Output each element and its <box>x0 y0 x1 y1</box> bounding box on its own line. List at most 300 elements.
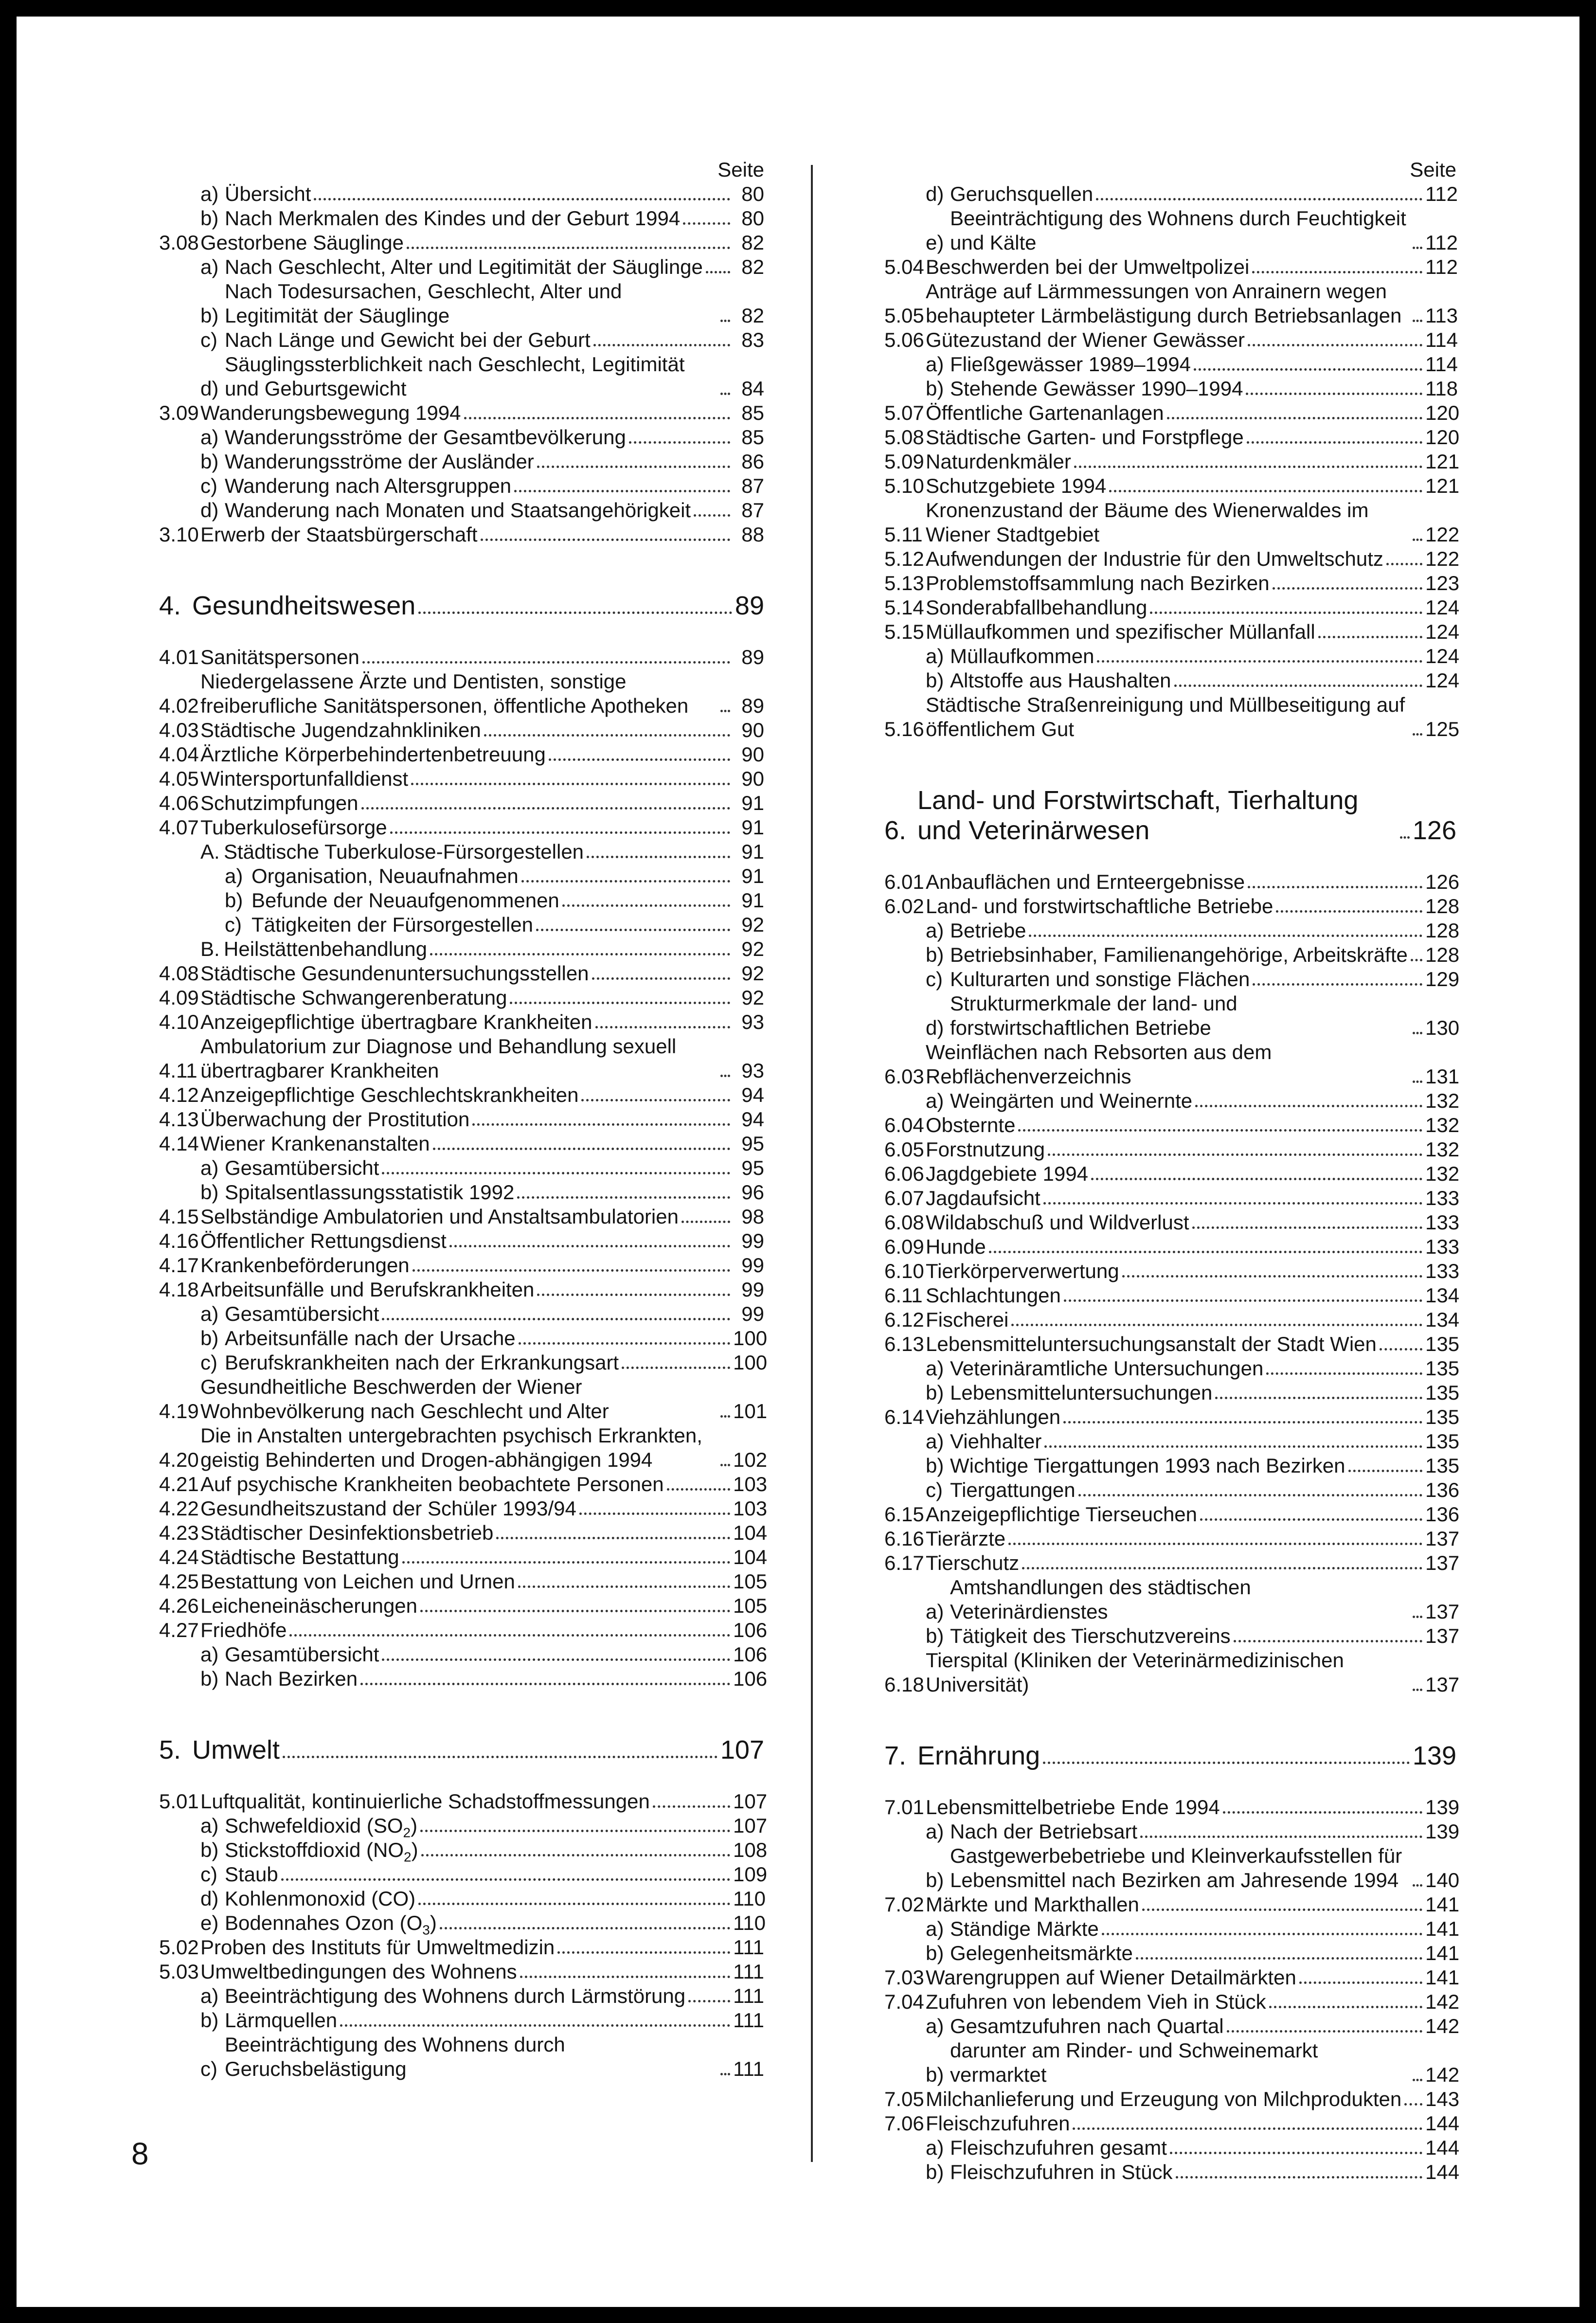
toc-entry-title: Selbständige Ambulatorien und Anstaltsambulatorien <box>200 1205 679 1228</box>
toc-entry-number: 7.06 <box>884 2112 924 2135</box>
toc-entry-title: Tierärzte <box>926 1527 1006 1550</box>
dot-leader <box>720 710 730 712</box>
toc-page-number: 80 <box>741 207 764 230</box>
toc-entry-title: Organisation, Neuaufnahmen <box>251 864 519 887</box>
toc-entry-number: 4.24 <box>159 1546 199 1568</box>
toc-entry <box>159 474 764 498</box>
dot-leader <box>1413 1689 1422 1691</box>
toc-page-number: 88 <box>741 523 764 546</box>
dot-leader <box>1252 271 1422 273</box>
toc-page-number: 136 <box>1425 1478 1460 1501</box>
toc-page-number: 132 <box>1425 1162 1460 1185</box>
toc-page-number: 129 <box>1425 968 1460 990</box>
toc-entry-title: Nach Bezirken <box>225 1667 358 1690</box>
toc-entry-number: b) <box>926 1381 944 1404</box>
toc-entry-title: Lärmquellen <box>225 2009 338 2032</box>
dot-leader <box>1413 2079 1422 2081</box>
dot-leader <box>1150 612 1422 614</box>
toc-page-number: 107 <box>720 1735 764 1765</box>
toc-page-number: 133 <box>1425 1235 1460 1258</box>
dot-leader <box>592 977 730 980</box>
toc-entry-title: Beeinträchtigung des Wohnens durch Geruchsbelästigung <box>225 2033 565 2080</box>
toc-page-number: 108 <box>733 1838 768 1861</box>
toc-entry-title: Nach Merkmalen des Kindes und der Geburt 1994 <box>225 207 681 230</box>
dot-leader <box>1194 368 1422 371</box>
dot-leader <box>1074 466 1422 468</box>
toc-entry-number: c) <box>200 1863 217 1886</box>
toc-entry-number: 7.02 <box>884 1893 924 1916</box>
toc-column-right <box>884 158 1460 2184</box>
toc-entry-number: 7.03 <box>884 1966 924 1989</box>
toc-entry-number: 5. <box>159 1735 181 1765</box>
toc-entry-title: Tätigkeit des Tierschutzvereins <box>950 1624 1231 1647</box>
dot-leader <box>1176 2176 1422 2179</box>
toc-entry <box>884 894 1460 918</box>
toc-entry-title: Wanderung nach Monaten und Staatsangehörigkeit <box>225 499 691 522</box>
dot-leader <box>1413 1032 1422 1034</box>
toc-entry <box>159 815 764 840</box>
toc-entry <box>884 870 1460 894</box>
toc-entry <box>159 1862 768 1887</box>
toc-entry <box>159 1789 768 1814</box>
toc-entry-title: Leicheneinäscherungen <box>200 1594 418 1617</box>
toc-entry-title: Land- und forstwirtschaftliche Betriebe <box>926 895 1273 918</box>
dot-leader <box>418 612 732 614</box>
toc-entry <box>884 918 1460 943</box>
toc-entry <box>884 352 1456 377</box>
toc-entry <box>159 1229 764 1253</box>
toc-page-number: 114 <box>1425 353 1458 376</box>
toc-page-number: 96 <box>741 1181 764 1204</box>
toc-entry-number: c) <box>200 2057 217 2080</box>
toc-entry-number: 6.12 <box>884 1308 924 1331</box>
toc-entry <box>159 1642 768 1667</box>
toc-page-number: 92 <box>741 962 764 985</box>
toc-entry-number: 4.05 <box>159 767 199 790</box>
toc-entry-number: 7.05 <box>884 2088 924 2110</box>
toc-page-number: 106 <box>733 1667 768 1690</box>
toc-entry-number: b) <box>200 2009 219 2032</box>
toc-entry-number: 6. <box>884 816 907 845</box>
toc-entry-number: 6.15 <box>884 1503 924 1526</box>
toc-entry <box>884 2087 1460 2111</box>
dot-leader <box>720 2073 730 2075</box>
toc-page-number: 124 <box>1425 645 1460 667</box>
toc-entry-title: Umweltbedingungen des Wohnens <box>200 1960 517 1983</box>
toc-entry-title: Wanderungsströme der Ausländer <box>225 450 534 473</box>
toc-entry-number: a) <box>926 1917 944 1940</box>
toc-entry <box>884 1113 1460 1137</box>
toc-entry <box>884 1575 1460 1624</box>
dot-leader <box>1136 1957 1422 1960</box>
toc-entry-title: Tierspital (Kliniken der Veterinärmedizinischen Universität) <box>926 1649 1344 1696</box>
toc-page-number: 93 <box>741 1010 764 1033</box>
toc-page-number: 135 <box>1425 1333 1460 1355</box>
toc-entry-title: Überwachung der Prostitution <box>200 1108 470 1131</box>
toc-page-number: 112 <box>1425 255 1458 278</box>
toc-entry-number: 5.02 <box>159 1936 199 1959</box>
toc-entry-title: Tuberkulosefürsorge <box>200 816 387 839</box>
toc-page-number: 98 <box>741 1205 764 1228</box>
toc-entry <box>159 840 764 864</box>
toc-entry <box>159 2033 764 2081</box>
toc-entry <box>159 888 764 913</box>
dot-leader <box>281 1878 730 1881</box>
toc-page-number: 110 <box>733 1887 766 1910</box>
page-number: 8 <box>131 2136 149 2171</box>
toc-entry-number: 4.23 <box>159 1521 199 1544</box>
dot-leader <box>1170 2152 1422 2154</box>
dot-leader <box>579 1513 730 1515</box>
toc-entry-title: Städtischer Desinfektionsbetrieb <box>200 1521 494 1544</box>
toc-entry-number: 5.06 <box>884 328 924 351</box>
toc-page-number: 133 <box>1425 1211 1460 1234</box>
toc-entry <box>884 1917 1460 1941</box>
toc-page-number: 128 <box>1425 919 1460 942</box>
section-gap <box>884 1697 1456 1741</box>
toc-entry <box>884 1527 1460 1551</box>
toc-page-number: 99 <box>741 1254 764 1277</box>
toc-entry <box>884 1332 1460 1356</box>
toc-page-number: 99 <box>741 1278 764 1301</box>
dot-leader <box>314 198 730 200</box>
toc-page-number: 87 <box>741 499 764 522</box>
toc-page-number: 139 <box>1425 1796 1460 1819</box>
toc-page-number: 137 <box>1425 1673 1460 1696</box>
toc-page-number: 105 <box>733 1570 768 1593</box>
toc-entry <box>884 1502 1460 1527</box>
toc-page-number: 124 <box>1425 669 1460 692</box>
toc-entry-number: 5.03 <box>159 1960 199 1983</box>
dot-leader <box>514 490 730 492</box>
toc-entry-title: Beeinträchtigung des Wohnens durch Feuchtigkeit und Kälte <box>950 207 1406 254</box>
toc-entry-number: 4.20 <box>159 1448 199 1471</box>
toc-entry-number: b) <box>200 1327 219 1350</box>
toc-page-number: 133 <box>1425 1260 1460 1282</box>
toc-page-number: 141 <box>1425 1942 1460 1964</box>
toc-page-number: 91 <box>741 840 764 863</box>
toc-entry <box>159 1911 766 1938</box>
toc-entry-number: 4.03 <box>159 719 199 741</box>
toc-entry <box>884 1648 1460 1697</box>
toc-entry-title: Gelegenheitsmärkte <box>950 1942 1133 1964</box>
toc-entry-number: c) <box>200 328 217 351</box>
dot-leader <box>1248 886 1422 888</box>
toc-entry <box>159 1132 764 1156</box>
dot-leader <box>1022 1567 1422 1569</box>
toc-entry-title: Gesundheitswesen <box>192 591 416 620</box>
dot-leader <box>536 929 730 931</box>
toc-entry-title: Wanderung nach Altersgruppen <box>225 474 512 497</box>
toc-entry-title: Gesamtübersicht <box>225 1643 379 1666</box>
toc-page-number: 82 <box>741 304 764 327</box>
toc-entry-title: Fleischzufuhren <box>926 2112 1070 2135</box>
toc-entry-number: a) <box>200 1156 219 1179</box>
toc-page-number: 91 <box>741 889 764 912</box>
toc-entry-number: a) <box>200 182 219 205</box>
toc-entry-number: 4.02 <box>159 694 199 717</box>
toc-page-number: 80 <box>741 182 764 205</box>
toc-entry-title: Friedhöfe <box>200 1619 287 1641</box>
toc-page-number: 136 <box>1425 1503 1460 1526</box>
toc-entry-title: Altstoffe aus Haushalten <box>950 669 1171 692</box>
toc-page-number: 89 <box>735 591 764 620</box>
toc-entry-title: Städtische Gesundenuntersuchungsstellen <box>200 962 589 985</box>
toc-entry-number: c) <box>926 1478 943 1501</box>
toc-entry-number: B. <box>200 937 220 960</box>
toc-entry <box>884 1795 1460 1819</box>
dot-leader <box>1097 660 1422 663</box>
toc-entry-title: Fleischzufuhren in Stück <box>950 2161 1173 2183</box>
toc-entry-number: 4.27 <box>159 1619 199 1641</box>
toc-entry-number: b) <box>200 1838 219 1861</box>
toc-entry <box>884 547 1460 571</box>
toc-entry-title: Öffentliche Gartenanlagen <box>926 401 1164 424</box>
toc-entry-title: Säuglingssterblichkeit nach Geschlecht, Legitimität und Geburtsgewicht <box>225 353 685 400</box>
toc-page-number: 99 <box>741 1302 764 1325</box>
dot-leader <box>418 1903 730 1905</box>
dot-leader <box>1008 1543 1422 1545</box>
toc-entry-number: e) <box>926 231 944 254</box>
toc-entry <box>884 2014 1460 2038</box>
toc-entry-title: Obsternte <box>926 1114 1016 1136</box>
toc-page-number: 103 <box>733 1497 768 1520</box>
toc-entry-title: Problemstoffsammlung nach Bezirken <box>926 572 1270 594</box>
toc-entry-number: b) <box>200 1181 219 1204</box>
toc-entry-title: Städtische Schwangerenberatung <box>200 986 507 1009</box>
dot-leader <box>1413 1080 1422 1083</box>
toc-page-number: 82 <box>741 231 764 254</box>
dot-leader <box>667 1488 730 1491</box>
toc-entry-number: 5.07 <box>884 401 924 424</box>
toc-entry-number: a) <box>200 1302 219 1325</box>
dot-leader <box>720 393 730 395</box>
dot-leader <box>521 880 730 882</box>
toc-entry-title: Öffentlicher Rettungsdienst <box>200 1229 447 1252</box>
dot-leader <box>1215 1397 1422 1399</box>
toc-entry <box>884 1235 1460 1259</box>
toc-entry-number: a) <box>225 864 243 887</box>
dot-leader <box>1246 393 1422 395</box>
toc-page-number: 134 <box>1425 1284 1460 1307</box>
toc-page-number: 111 <box>733 2009 764 2032</box>
toc-entry-number: a) <box>926 1089 944 1112</box>
toc-entry-title: Wichtige Tiergattungen 1993 nach Bezirken <box>950 1454 1345 1477</box>
toc-entry <box>884 279 1456 328</box>
toc-entry-number: 4.18 <box>159 1278 199 1301</box>
toc-entry-number: d) <box>200 377 219 400</box>
toc-entry-title: Gestorbene Säuglinge <box>200 231 404 254</box>
toc-page-number: 112 <box>1425 231 1458 254</box>
dot-leader <box>1413 733 1422 736</box>
toc-page-number: 84 <box>741 377 764 400</box>
toc-entry-number: 6.04 <box>884 1114 924 1136</box>
toc-entry <box>884 644 1460 668</box>
toc-page-number: 124 <box>1425 620 1460 643</box>
dot-leader <box>412 1269 730 1272</box>
toc-entry-number: 4. <box>159 591 181 620</box>
toc-entry-title: Schlachtungen <box>926 1284 1061 1307</box>
toc-entry-title: Städtische Bestattung <box>200 1546 399 1568</box>
toc-page-number: 90 <box>741 767 764 790</box>
toc-page-number: 142 <box>1425 2063 1460 2086</box>
dot-leader <box>622 1367 730 1369</box>
section-gap <box>159 1765 764 1789</box>
toc-entry-number: 4.26 <box>159 1594 199 1617</box>
toc-page-number: 106 <box>733 1619 768 1641</box>
toc-entry-number: 5.11 <box>884 523 923 546</box>
toc-entry-title: Sonderabfallbehandlung <box>926 596 1148 619</box>
toc-page-number: 95 <box>741 1156 764 1179</box>
toc-page-number: 89 <box>741 646 764 668</box>
toc-page-number: 122 <box>1425 547 1460 570</box>
dot-leader <box>593 344 730 346</box>
dot-leader <box>464 417 730 419</box>
toc-entry <box>159 742 764 767</box>
toc-page-number: 128 <box>1425 895 1460 918</box>
toc-page-number: 120 <box>1425 426 1460 449</box>
toc-page-number: 137 <box>1425 1600 1460 1623</box>
toc-entry <box>884 206 1456 255</box>
toc-entry-title: Gastgewerbebetriebe und Kleinverkaufsstellen für Lebensmittel nach Bezirken am Jahresende 1994 <box>950 1844 1402 1891</box>
toc-page-number: 94 <box>741 1108 764 1131</box>
toc-page-number: 121 <box>1425 450 1460 473</box>
toc-entry-title: Zufuhren von lebendem Vieh in Stück <box>926 1990 1266 2013</box>
toc-entry-title: Tätigkeiten der Fürsorgestellen <box>251 913 533 936</box>
toc-page-number: 87 <box>741 474 764 497</box>
toc-page-number: 91 <box>741 792 764 814</box>
toc-entry-number: 4.17 <box>159 1254 199 1277</box>
dot-leader <box>629 441 730 444</box>
toc-page-number: 102 <box>733 1448 768 1471</box>
toc-entry-number: 4.01 <box>159 646 199 668</box>
dot-leader <box>1247 441 1422 444</box>
toc-entry <box>159 961 764 986</box>
toc-entry <box>159 2008 764 2033</box>
section-gap <box>159 547 764 591</box>
toc-entry-number: 6.03 <box>884 1065 924 1088</box>
toc-entry-number: c) <box>225 913 242 936</box>
dot-leader <box>653 1805 730 1808</box>
toc-entry <box>159 231 764 255</box>
toc-entry-number: 6.16 <box>884 1527 924 1550</box>
toc-entry-title: Kohlenmonoxid (CO) <box>225 1887 416 1910</box>
toc-entry-title: Stehende Gewässer 1990–1994 <box>950 377 1243 400</box>
toc-entry <box>159 1010 764 1034</box>
toc-entry-title: Aufwendungen der Industrie für den Umweltschutz <box>926 547 1383 570</box>
toc-entry <box>884 1844 1460 1892</box>
toc-page-number: 114 <box>1425 328 1458 351</box>
toc-entry <box>884 1308 1460 1332</box>
toc-page-number: 120 <box>1425 401 1460 424</box>
toc-page-number: 142 <box>1425 1990 1460 2013</box>
dot-leader <box>1223 1811 1422 1814</box>
dot-leader <box>518 1585 730 1588</box>
dot-leader <box>1102 1933 1422 1935</box>
toc-entry-title: Anbauflächen und Ernteergebnisse <box>926 870 1245 893</box>
toc-entry <box>159 1521 768 1545</box>
toc-page-number: 85 <box>741 401 764 424</box>
toc-entry-title: Städtische Jugendzahnkliniken <box>200 719 481 741</box>
dot-leader <box>382 1172 730 1174</box>
toc-page-number: 126 <box>1412 816 1456 845</box>
toc-page-number: 133 <box>1425 1187 1460 1209</box>
toc-entry-number: 5.16 <box>884 718 924 740</box>
dot-leader <box>1142 1909 1422 1911</box>
toc-page-number: 103 <box>733 1473 768 1495</box>
dot-leader <box>1078 1494 1422 1496</box>
toc-page-number: 135 <box>1425 1405 1460 1428</box>
toc-entry-title: Erwerb der Staatsbürgerschaft <box>200 523 478 546</box>
toc-entry <box>884 377 1456 401</box>
toc-entry-title: Gesundheitszustand der Schüler 1993/94 <box>200 1497 576 1520</box>
section-gap <box>884 846 1456 870</box>
toc-page-number: 112 <box>1425 182 1458 205</box>
toc-entry-number: 5.15 <box>884 620 924 643</box>
toc-page-number: 111 <box>733 2057 764 2080</box>
dot-leader <box>595 1026 730 1028</box>
dot-leader <box>1248 344 1422 346</box>
toc-entry-number: 6.06 <box>884 1162 924 1185</box>
dot-leader <box>1413 539 1422 541</box>
toc-entry-title: Strukturmerkmale der land- und forstwirtschaftlichen Betriebe <box>950 992 1237 1039</box>
toc-entry-title: Ständige Märkte <box>950 1917 1099 1940</box>
dot-leader <box>1348 1470 1423 1472</box>
toc-entry-title: Krankenbeförderungen <box>200 1254 410 1277</box>
toc-entry-title: darunter am Rinder- und Schweinemarkt vermarktet <box>950 2039 1318 2086</box>
dot-leader <box>496 1537 730 1539</box>
toc-page-number: 125 <box>1425 718 1460 740</box>
toc-entry-title: Lebensmitteluntersuchungsanstalt der Stadt Wien <box>926 1333 1377 1355</box>
dot-leader <box>694 514 730 517</box>
toc-entry-number: b) <box>926 377 944 400</box>
dot-leader <box>1227 2030 1422 2033</box>
toc-entry-title: Forstnutzung <box>926 1138 1045 1161</box>
toc-entry <box>884 425 1460 450</box>
toc-entry-title: Wildabschuß und Wildverlust <box>926 1211 1189 1234</box>
toc-entry <box>884 1405 1460 1429</box>
toc-entry-title: Staub <box>225 1863 278 1886</box>
toc-entry-number: 6.02 <box>884 895 924 918</box>
toc-entry-number: b) <box>926 943 944 966</box>
toc-entry-title: Berufskrankheiten nach der Erkrankungsart <box>225 1351 619 1374</box>
toc-entry-title: Amtshandlungen des städtischen Veterinärdienstes <box>950 1576 1251 1623</box>
toc-entry-title: Weingärten und Weinernte <box>950 1089 1193 1112</box>
dot-leader <box>433 1148 730 1150</box>
toc-page-number: 135 <box>1425 1381 1460 1404</box>
toc-entry <box>884 1259 1460 1283</box>
toc-page-number: 86 <box>741 450 764 473</box>
toc-entry-number: b) <box>200 1667 219 1690</box>
toc-entry-number: 4.07 <box>159 816 199 839</box>
toc-entry <box>884 571 1460 595</box>
dot-leader <box>720 320 730 322</box>
dot-leader <box>411 783 730 785</box>
toc-page-number: 82 <box>741 255 764 278</box>
toc-entry-title: Fischerei <box>926 1308 1009 1331</box>
toc-entry-title: Schutzgebiete 1994 <box>926 474 1107 497</box>
dot-leader <box>1413 320 1422 322</box>
toc-section-heading <box>884 785 1456 846</box>
toc-entry-number: b) <box>926 1454 944 1477</box>
toc-page-number: 130 <box>1425 1016 1460 1039</box>
toc-entry-number: 5.09 <box>884 450 924 473</box>
toc-entry-number: b) <box>926 2161 944 2183</box>
toc-entry <box>159 279 764 328</box>
dot-leader <box>1048 1153 1422 1156</box>
toc-page-number: 91 <box>741 864 764 887</box>
dot-leader <box>688 2000 730 2002</box>
